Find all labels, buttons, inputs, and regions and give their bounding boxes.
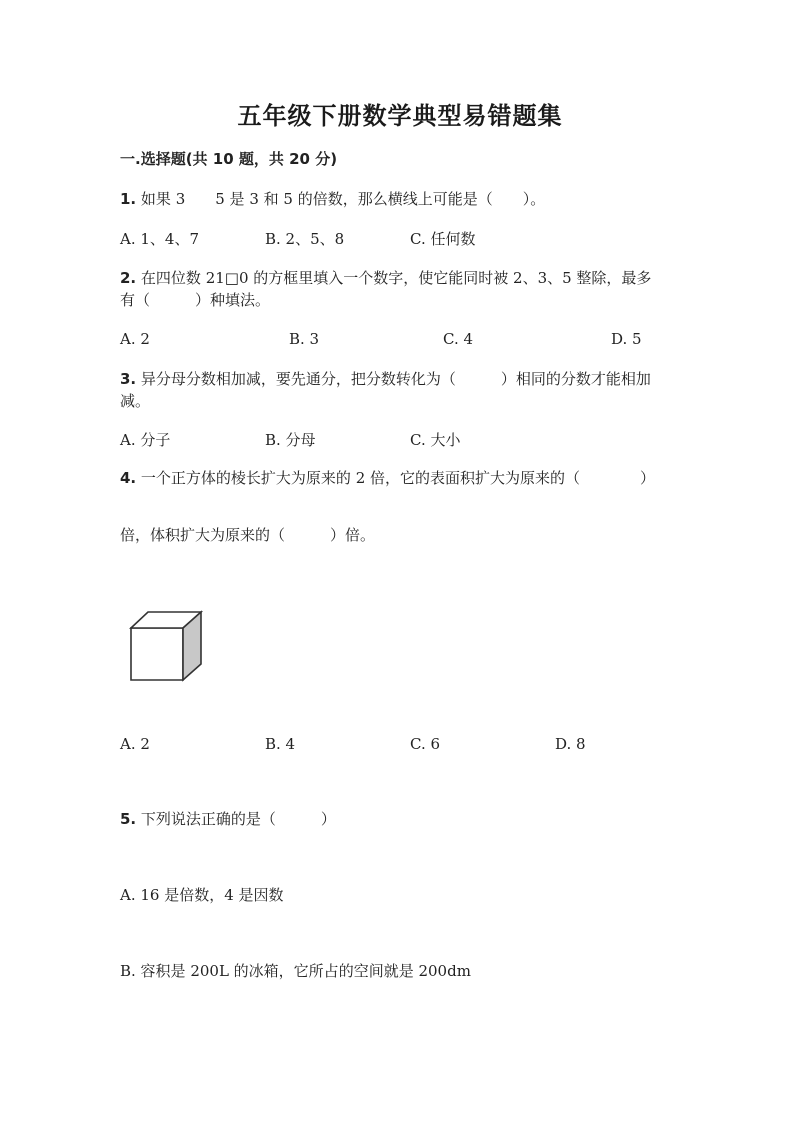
question-2 bbox=[120, 267, 651, 289]
option-d[interactable]: D. 5 bbox=[611, 330, 642, 348]
option-b[interactable]: B. 3 bbox=[289, 330, 320, 348]
option-a[interactable]: A. 分子 bbox=[120, 431, 171, 449]
question-3 bbox=[120, 368, 651, 390]
question-4 bbox=[120, 467, 655, 489]
option-c[interactable]: C. 任何数 bbox=[410, 230, 476, 248]
option-b[interactable]: B. 容积是 200L 的冰箱，它所占的空间就是 200dm bbox=[120, 962, 471, 980]
question-number: 1. bbox=[120, 190, 137, 208]
question-text: 异分母分数相加减，要先通分，把分数转化为（ ）相同的分数才能相加 bbox=[140, 370, 651, 388]
question-text-line: 减。 bbox=[120, 392, 151, 410]
option-b[interactable]: B. 4 bbox=[265, 735, 296, 753]
option-a[interactable]: A. 1、4、7 bbox=[120, 230, 199, 248]
question-1 bbox=[120, 188, 545, 210]
question-text: 一个正方体的棱长扩大为原来的 2 倍，它的表面积扩大为原来的（ ） bbox=[140, 469, 656, 487]
question-number: 5. bbox=[120, 810, 137, 828]
page-title: 五年级下册数学典型易错题集 bbox=[237, 102, 563, 130]
option-a[interactable]: A. 16 是倍数，4 是因数 bbox=[120, 886, 284, 904]
option-c[interactable]: C. 4 bbox=[443, 330, 474, 348]
option-a[interactable]: A. 2 bbox=[120, 330, 150, 348]
question-text: 下列说法正确的是（ ） bbox=[140, 810, 336, 828]
option-a[interactable]: A. 2 bbox=[120, 735, 150, 753]
question-text-line: 有（ ）种填法。 bbox=[120, 291, 271, 309]
question-text: 如果 3 5 是 3 和 5 的倍数，那么横线上可能是（ ）。 bbox=[140, 190, 546, 208]
option-c[interactable]: C. 大小 bbox=[410, 431, 461, 449]
question-number: 4. bbox=[120, 469, 137, 487]
option-c[interactable]: C. 6 bbox=[410, 735, 441, 753]
option-b[interactable]: B. 2、5、8 bbox=[265, 230, 345, 248]
section-heading: 一.选择题(共 10 题，共 20 分) bbox=[120, 150, 338, 168]
question-text: 在四位数 21□0 的方框里填入一个数字，使它能同时被 2、3、5 整除，最多 bbox=[140, 269, 652, 287]
question-5 bbox=[120, 808, 336, 830]
question-text-line: 倍，体积扩大为原来的（ ）倍。 bbox=[120, 526, 376, 544]
question-number: 2. bbox=[120, 269, 137, 287]
option-b[interactable]: B. 分母 bbox=[265, 431, 316, 449]
option-d[interactable]: D. 8 bbox=[555, 735, 586, 753]
question-number: 3. bbox=[120, 370, 137, 388]
cube-figure bbox=[128, 608, 208, 688]
